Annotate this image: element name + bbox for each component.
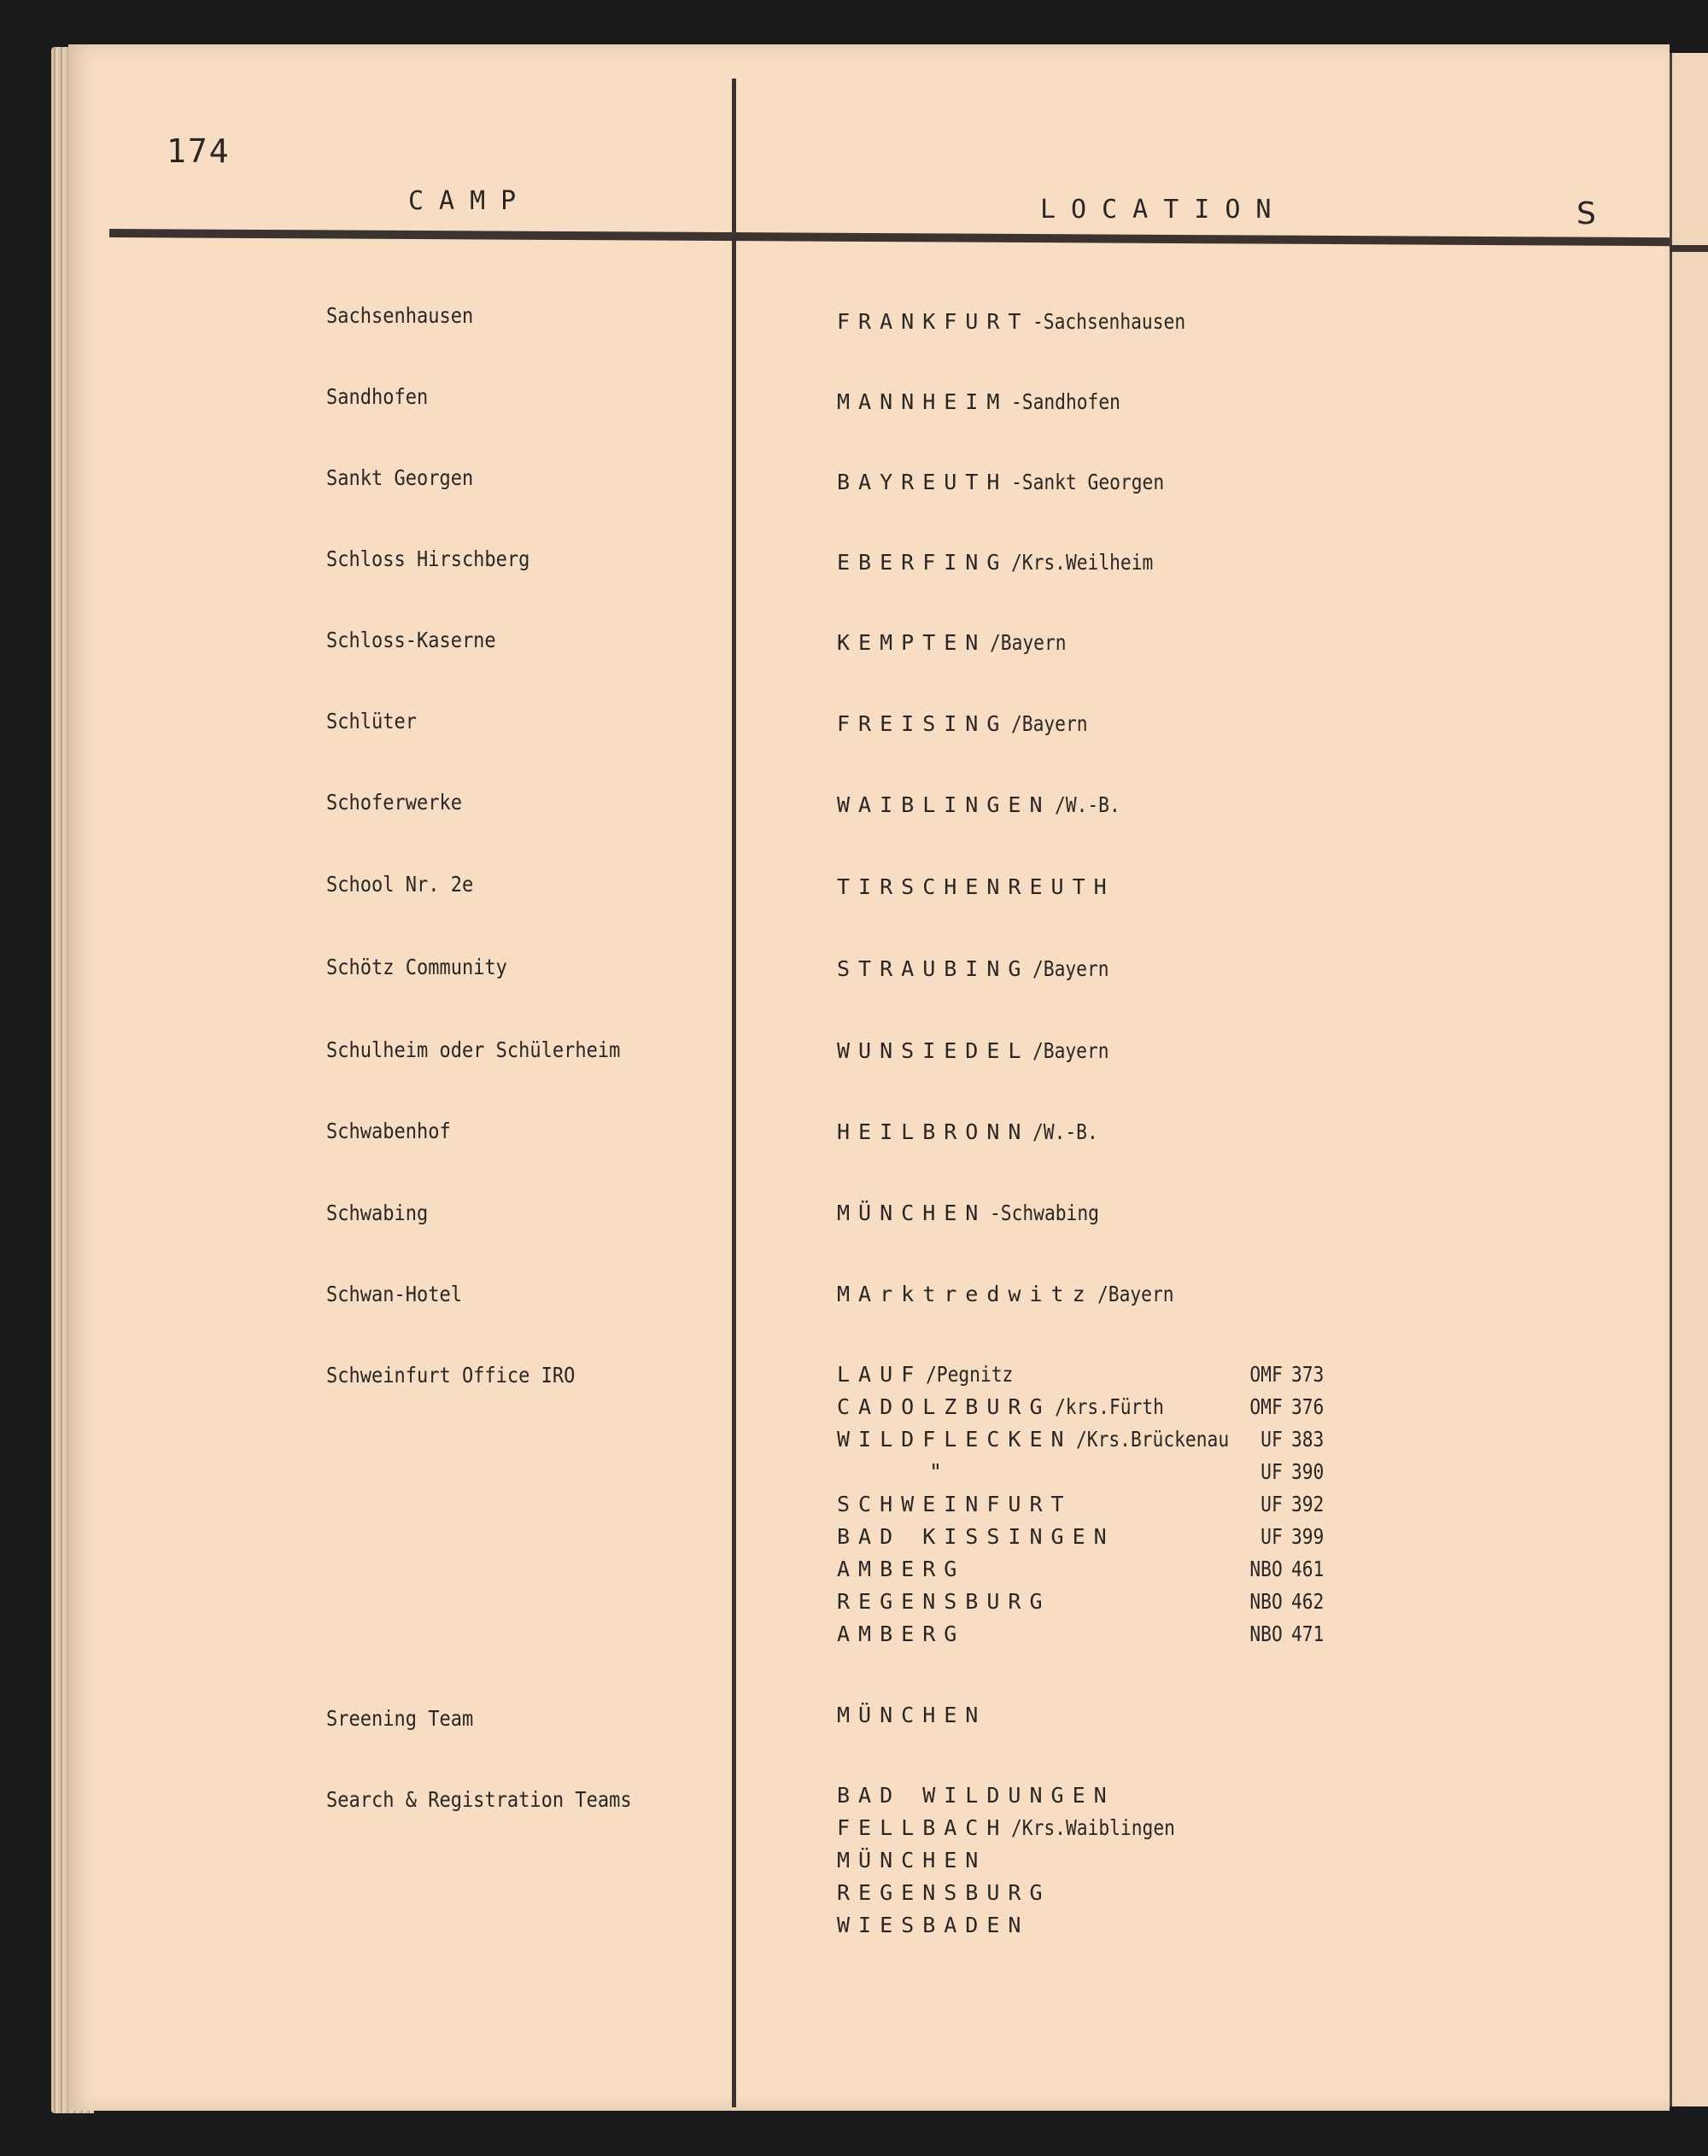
camp-number: 399: [1290, 1524, 1325, 1549]
location-suffix: /Bayern: [1032, 1038, 1110, 1063]
location-entry: [837, 1282, 1187, 1306]
region-code: UF: [1261, 1427, 1283, 1452]
camp-code: [1243, 1459, 1324, 1484]
camp-code: [1243, 1427, 1324, 1452]
location-entry: [837, 1913, 1032, 1937]
location-city: SCHWEINFURT: [837, 1492, 1073, 1516]
location-column-header: LOCATION: [1040, 195, 1287, 225]
region-code: NBO: [1249, 1589, 1283, 1614]
camp-name: Sachsenhausen: [326, 303, 474, 328]
location-city: EBERFING: [837, 550, 1009, 575]
camp-number: 471: [1290, 1621, 1325, 1646]
location-suffix: /W.-B.: [1054, 792, 1120, 817]
location-entry: [837, 1589, 1055, 1614]
camp-name-schweinfurt: Schweinfurt Office IRO: [326, 1363, 576, 1388]
location-city: MÜNCHEN: [837, 1848, 987, 1873]
location-entry: [929, 1459, 954, 1484]
location-city: BAD WILDUNGEN: [837, 1783, 1115, 1808]
location-suffix: /Krs.Weilheim: [1011, 550, 1154, 575]
camp-name: Schloss Hirschberg: [326, 546, 530, 571]
location-city: MÜNCHEN: [837, 1201, 987, 1225]
location-city: MÜNCHEN: [837, 1703, 987, 1727]
location-entry: [837, 1621, 968, 1646]
location-entry: [837, 1038, 1123, 1063]
camp-name: Schulheim oder Schülerheim: [326, 1037, 621, 1062]
location-suffix: -Sandhofen: [1011, 389, 1121, 414]
camp-name: Schwabenhof: [326, 1119, 451, 1143]
location-entry: [837, 1557, 968, 1581]
camp-number: 376: [1290, 1394, 1325, 1419]
location-entry: [837, 1815, 1204, 1840]
region-code: UF: [1261, 1459, 1283, 1484]
location-entry: [837, 956, 1123, 981]
location-suffix: /W.-B.: [1032, 1119, 1099, 1144]
location-suffix: /Bayern: [1097, 1282, 1174, 1306]
location-city: BAYREUTH: [837, 470, 1009, 494]
page-number: 174: [167, 132, 231, 170]
camp-name: Schlüter: [326, 709, 417, 733]
location-entry: [837, 309, 1213, 334]
location-city: CADOLZBURG: [837, 1394, 1051, 1419]
camp-name: Schötz Community: [326, 955, 507, 979]
location-city: WAIBLINGEN: [837, 792, 1051, 817]
location-suffix: -Schwabing: [990, 1201, 1100, 1225]
column-divider: [732, 79, 736, 2107]
region-code: UF: [1261, 1524, 1283, 1549]
next-page-edge: [1670, 53, 1708, 2106]
location-city: LAUF: [837, 1362, 923, 1387]
location-entry: [837, 1783, 1119, 1808]
location-city: HEILBRONN: [837, 1119, 1030, 1144]
location-suffix: /Krs.Brückenau: [1075, 1427, 1229, 1452]
camp-number: 373: [1290, 1362, 1325, 1387]
location-city: WIESBADEN: [837, 1913, 1030, 1937]
location-suffix: /Pegnitz: [926, 1362, 1014, 1387]
location-entry: [837, 711, 1102, 736]
location-entry: [837, 630, 1080, 655]
location-city: FELLBACH: [837, 1815, 1009, 1840]
location-entry: [837, 1880, 1055, 1905]
camp-code: [1243, 1524, 1324, 1549]
location-entry: [837, 1119, 1110, 1144]
camp-name: Sandhofen: [326, 384, 429, 409]
camp-number: 462: [1290, 1589, 1325, 1614]
camp-code: [1243, 1394, 1324, 1419]
location-entry: [837, 1848, 990, 1873]
location-city: FRANKFURT: [837, 309, 1030, 334]
camp-name: Schwan-Hotel: [326, 1282, 462, 1306]
camp-name: Sankt Georgen: [326, 465, 474, 490]
location-city: AMBERG: [837, 1621, 966, 1646]
location-suffix: /Krs.Waiblingen: [1011, 1815, 1176, 1840]
location-suffix: -Sachsenhausen: [1032, 309, 1186, 334]
camp-code: [1243, 1589, 1324, 1614]
location-suffix: /krs.Fürth: [1054, 1394, 1164, 1419]
camp-code: [1243, 1492, 1324, 1516]
camp-name: Schloss-Kaserne: [326, 628, 496, 652]
location-city: WUNSIEDEL: [837, 1038, 1030, 1063]
camp-code: [1243, 1557, 1324, 1581]
location-city: REGENSBURG: [837, 1880, 1051, 1905]
ditto-mark: ": [929, 1459, 951, 1484]
camp-name: School Nr. 2e: [326, 872, 474, 897]
location-city: BAD KISSINGEN: [837, 1524, 1115, 1549]
location-city: AMBERG: [837, 1557, 966, 1581]
camp-name-search: Search & Registration Teams: [326, 1787, 632, 1812]
camp-number: 461: [1290, 1557, 1325, 1581]
location-city: FREISING: [837, 711, 1009, 736]
location-entry: [837, 792, 1132, 817]
location-city: MArktredwitz: [837, 1282, 1094, 1306]
location-suffix: -Sankt Georgen: [1011, 470, 1165, 494]
location-entry: [837, 1427, 1255, 1452]
camp-code: [1243, 1621, 1324, 1646]
camp-number: 383: [1290, 1427, 1325, 1452]
location-city: TIRSCHENREUTH: [837, 874, 1115, 899]
camp-number: 390: [1290, 1459, 1325, 1484]
next-page-rule: [1670, 245, 1708, 252]
location-city: MANNHEIM: [837, 389, 1009, 414]
location-entry: [837, 389, 1140, 414]
location-entry: [837, 1394, 1183, 1419]
region-code: UF: [1261, 1492, 1283, 1516]
camp-name: Schoferwerke: [326, 790, 462, 815]
camp-name: Schwabing: [326, 1201, 429, 1225]
location-city: REGENSBURG: [837, 1589, 1051, 1614]
location-entry: [837, 1492, 1076, 1516]
location-suffix: /Bayern: [990, 630, 1067, 655]
location-entry: [837, 470, 1191, 494]
section-letter: S: [1576, 196, 1596, 231]
camp-name-screening: Sreening Team: [326, 1706, 474, 1731]
camp-column-header: CAMP: [408, 186, 532, 216]
region-code: NBO: [1249, 1557, 1283, 1581]
region-code: OMF: [1249, 1394, 1283, 1419]
camp-code: [1243, 1362, 1324, 1387]
region-code: NBO: [1249, 1621, 1283, 1646]
location-city: STRAUBING: [837, 956, 1030, 981]
location-entry: [837, 1201, 1119, 1225]
location-suffix: /Bayern: [1032, 956, 1110, 981]
location-entry: [837, 1703, 986, 1727]
location-entry: [837, 550, 1179, 575]
location-entry: [837, 874, 1119, 899]
region-code: OMF: [1249, 1362, 1283, 1387]
location-city: KEMPTEN: [837, 630, 987, 655]
camp-number: 392: [1290, 1492, 1325, 1516]
location-city: WILDFLECKEN: [837, 1427, 1073, 1452]
location-entry: [837, 1524, 1119, 1549]
location-entry: [837, 1362, 1029, 1387]
location-suffix: /Bayern: [1011, 711, 1088, 736]
